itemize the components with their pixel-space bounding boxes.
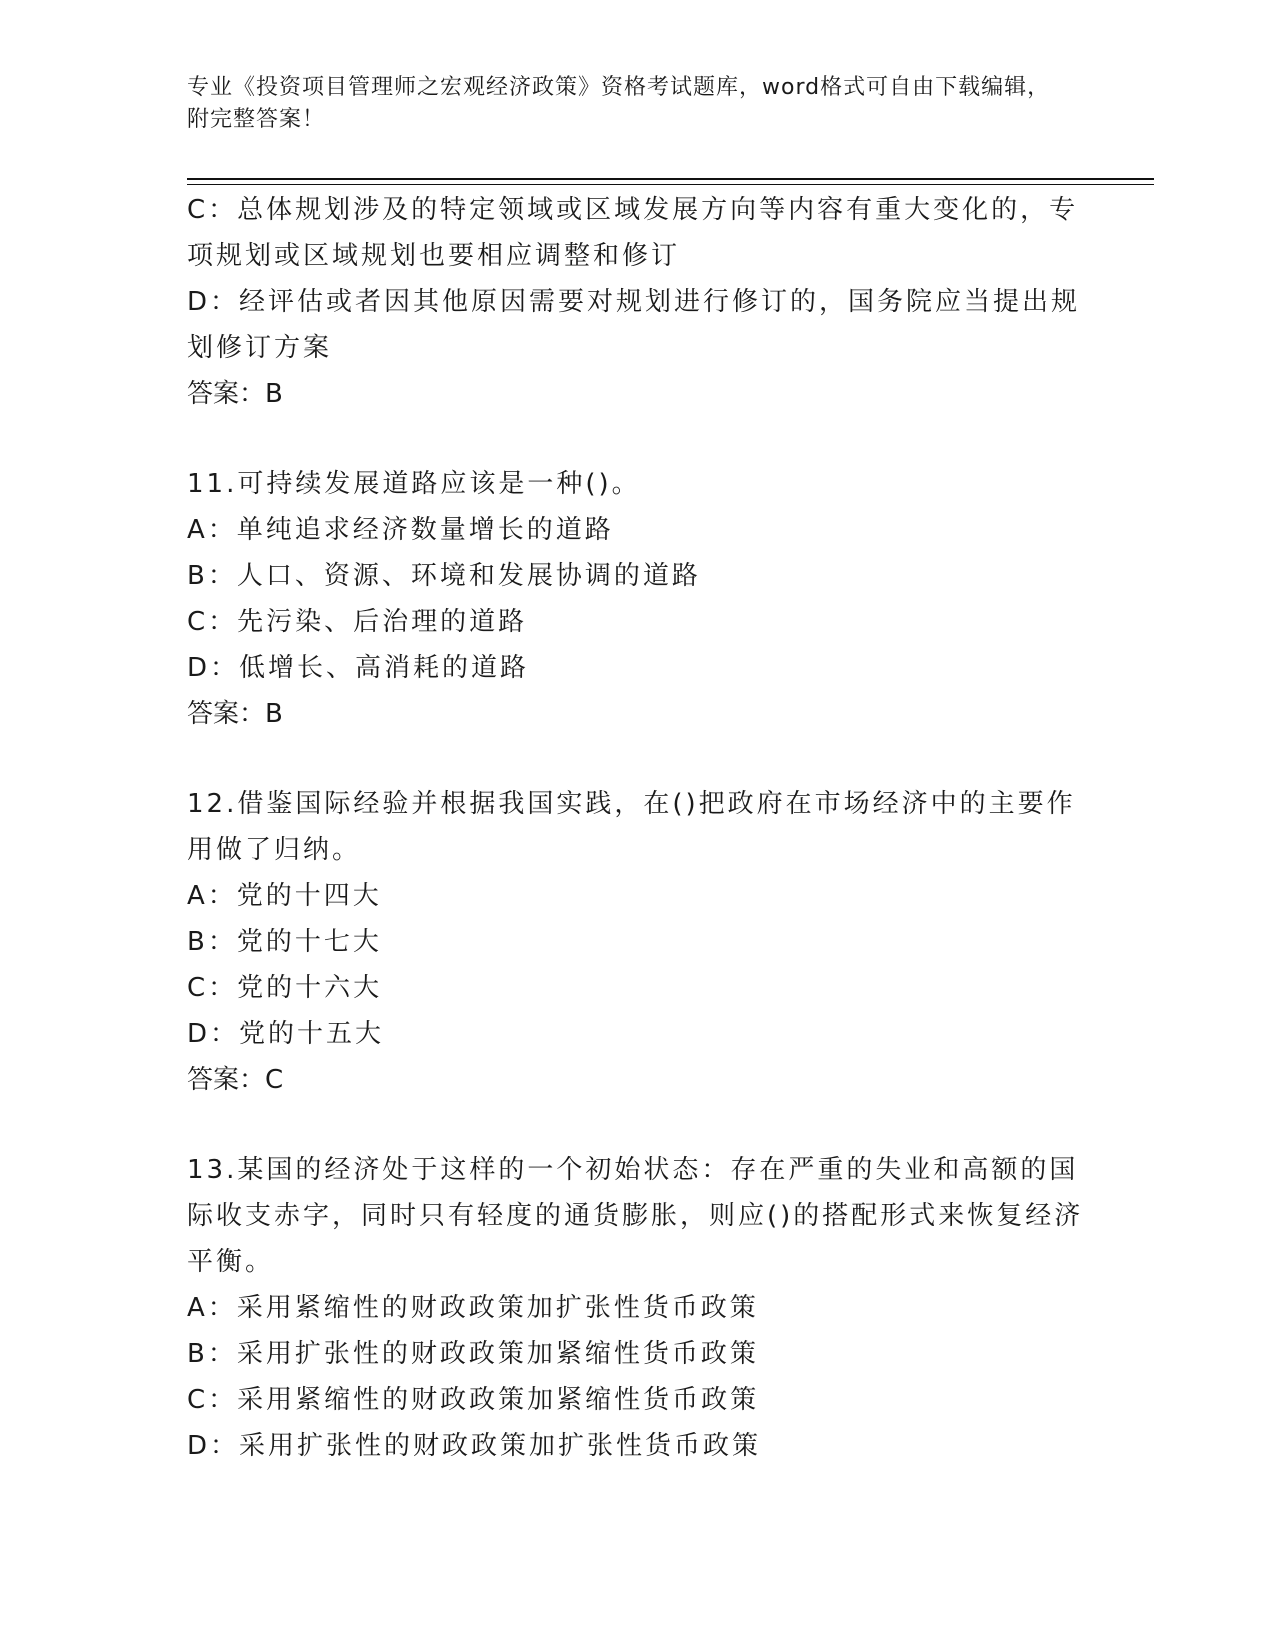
question-stem: 11.可持续发展道路应该是一种()。: [187, 469, 641, 499]
question-answer: 答案：C: [187, 1065, 284, 1095]
option-b: B：党的十七大: [187, 927, 382, 957]
option-a: A：党的十四大: [187, 881, 382, 911]
question-stem: 12.借鉴国际经验并根据我国实践，在()把政府在市场经济中的主要作用做了归纳。: [187, 789, 1076, 865]
option-d: D：党的十五大: [187, 1019, 385, 1049]
prev-option-c: C：总体规划涉及的特定领域或区域发展方向等内容有重大变化的，专项规划或区域规划也要相应调整和修订: [187, 195, 1079, 271]
option-c: C：先污染、后治理的道路: [187, 607, 528, 637]
option-b: B：人口、资源、环境和发展协调的道路: [187, 561, 701, 591]
question-block-12: [187, 781, 1087, 1103]
header-rule-thick: [187, 178, 1154, 180]
option-b: B：采用扩张性的财政政策加紧缩性货币政策: [187, 1339, 759, 1369]
option-d: D：低增长、高消耗的道路: [187, 653, 530, 683]
page-header: 专业《投资项目管理师之宏观经济政策》资格考试题库，word格式可自由下载编辑，附完整答案！: [187, 75, 1051, 132]
option-d: D：采用扩张性的财政政策加扩张性货币政策: [187, 1431, 762, 1461]
spacer: [187, 1103, 1087, 1147]
spacer: [187, 417, 1087, 461]
prev-option-d: D：经评估或者因其他原因需要对规划进行修订的，国务院应当提出规划修订方案: [187, 287, 1081, 363]
option-a: A：采用紧缩性的财政政策加扩张性货币政策: [187, 1293, 759, 1323]
question-answer: 答案：B: [187, 699, 283, 729]
question-content: [187, 187, 1087, 1469]
option-c: C：党的十六大: [187, 973, 383, 1003]
question-block-11: [187, 461, 1087, 737]
spacer: [187, 737, 1087, 781]
question-stem: 13.某国的经济处于这样的一个初始状态：存在严重的失业和高额的国际收支赤字，同时只有轻度的通货膨胀，则应()的搭配形式来恢复经济平衡。: [187, 1155, 1084, 1277]
option-c: C：采用紧缩性的财政政策加紧缩性货币政策: [187, 1385, 760, 1415]
header-rule-thin: [187, 184, 1154, 185]
option-a: A：单纯追求经济数量增长的道路: [187, 515, 614, 545]
prev-answer: 答案：B: [187, 379, 283, 409]
question-block-13: [187, 1147, 1087, 1469]
